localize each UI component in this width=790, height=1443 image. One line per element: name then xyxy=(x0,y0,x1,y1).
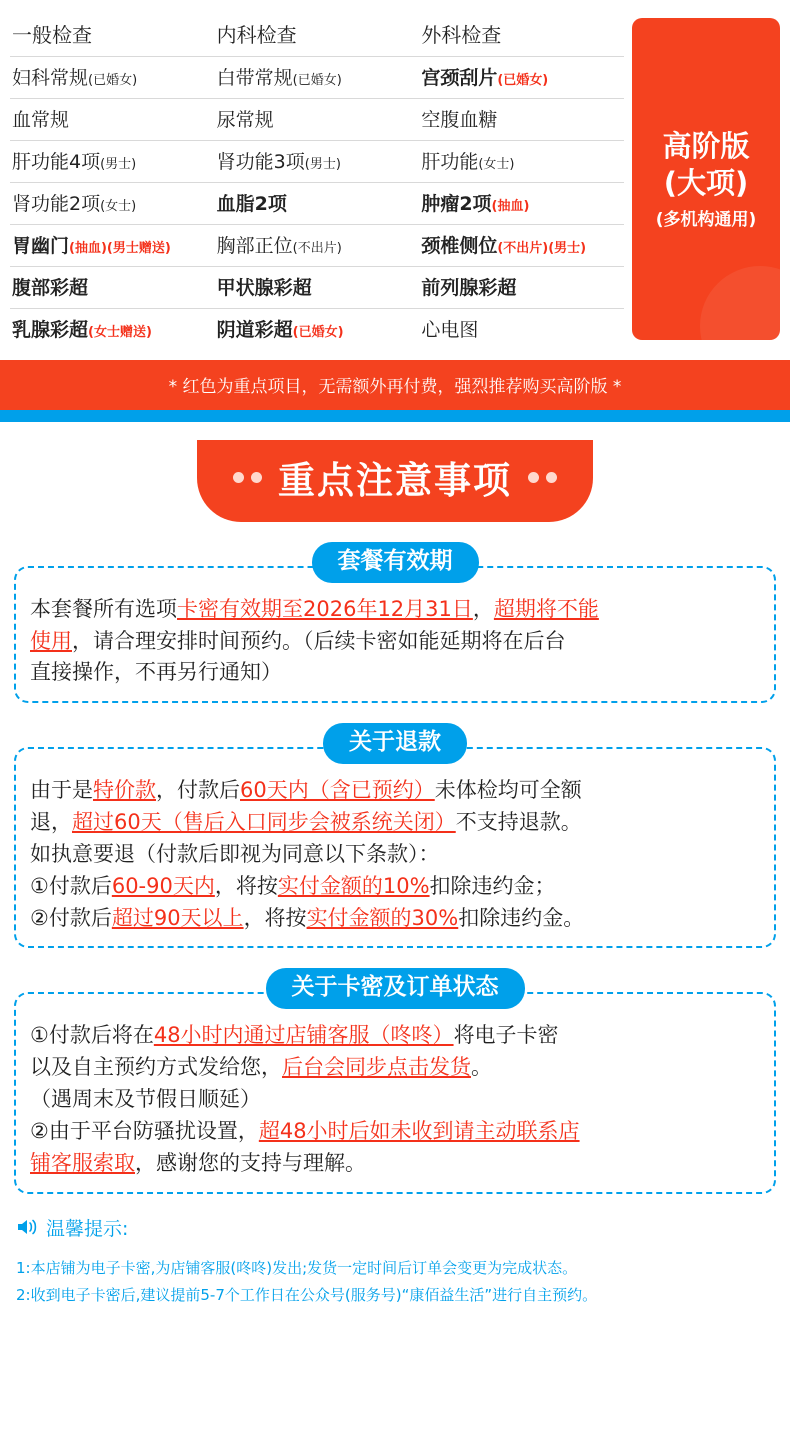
exam-item-cell xyxy=(215,308,420,350)
body-text: 退， xyxy=(30,809,72,834)
section-line xyxy=(30,594,760,626)
exam-item-name: 白带常规 xyxy=(216,66,293,89)
exam-item-name: 乳腺彩超 xyxy=(12,319,89,342)
exam-item-cell xyxy=(10,98,215,140)
section-title: 关于退款 xyxy=(323,723,467,764)
table-row xyxy=(10,266,624,308)
table-row xyxy=(10,224,624,266)
body-text: ①付款后将在 xyxy=(30,1023,154,1048)
table-row xyxy=(10,98,624,140)
notice-section xyxy=(14,723,776,948)
exam-item-cell xyxy=(419,182,624,224)
section-title-wrap xyxy=(14,542,776,583)
tip-line-1: 1:本店铺为电子卡密,为店铺客服(咚咚)发出;发货一定时间后订单会变更为完成状态。 xyxy=(16,1258,578,1277)
exam-item-cell xyxy=(419,98,624,140)
exam-item-name: 尿常规 xyxy=(216,108,274,131)
exam-item-name: 血常规 xyxy=(12,108,70,131)
exam-item-cell xyxy=(215,98,420,140)
exam-item-cell xyxy=(215,266,420,308)
column-header: 内科检查 xyxy=(215,14,420,56)
exam-item-name: 肝功能4项 xyxy=(12,150,101,173)
exam-item-name: 颈椎侧位 xyxy=(421,234,498,257)
exam-item-note: (抽血)(男士赠送) xyxy=(69,240,171,256)
body-text: 如执意要退（付款后即视为同意以下条款）： xyxy=(30,841,440,866)
exam-item-cell xyxy=(10,266,215,308)
body-text: ，将按 xyxy=(243,905,307,930)
tip-line-2: 2:收到电子卡密后,建议提前5-7个工作日在公众号(服务号)“康佰益生活”进行自主预约。 xyxy=(16,1286,598,1305)
section-line xyxy=(30,1148,760,1180)
exam-item-name: 宫颈刮片 xyxy=(421,66,498,89)
exam-item-note: (抽血) xyxy=(491,198,530,214)
body-text: ， xyxy=(472,596,494,621)
section-line xyxy=(30,839,760,871)
exam-items-table xyxy=(10,14,624,350)
exam-item-cell xyxy=(10,224,215,266)
section-line xyxy=(30,1052,760,1084)
section-line xyxy=(30,807,760,839)
dots-right-icon xyxy=(528,472,557,483)
section-line xyxy=(30,1084,760,1116)
highlight-text: 特价款 xyxy=(93,777,156,802)
notice-section xyxy=(14,542,776,703)
exam-item-note: (已婚女) xyxy=(497,72,549,88)
table-row xyxy=(10,140,624,182)
exam-item-name: 前列腺彩超 xyxy=(421,276,517,299)
badge-line-3: (多机构通用) xyxy=(655,209,757,230)
body-text: ②付款后 xyxy=(30,905,112,930)
highlight-text: 60天内（含已预约） xyxy=(240,777,435,802)
exam-item-cell xyxy=(419,308,624,350)
exam-item-name: 肾功能2项 xyxy=(12,192,101,215)
blue-divider-bar xyxy=(0,410,790,422)
speaker-icon xyxy=(16,1217,38,1237)
exam-item-note: (女士赠送) xyxy=(88,325,152,341)
highlight-text: 后台会同步点击发货 xyxy=(282,1054,471,1079)
section-line xyxy=(30,871,760,903)
exam-item-note: (不出片)(男士) xyxy=(497,240,587,256)
exam-item-cell xyxy=(419,266,624,308)
body-text: 直接操作，不再另行通知） xyxy=(30,660,282,685)
body-text: 不支持退款。 xyxy=(455,809,582,834)
section-body xyxy=(14,992,776,1194)
section-title: 套餐有效期 xyxy=(312,542,479,583)
body-text: 扣除违约金； xyxy=(429,873,556,898)
highlight-text: 48小时内通过店铺客服（咚咚） xyxy=(153,1023,454,1048)
exam-item-name: 妇科常规 xyxy=(12,66,89,89)
exam-item-name: 肾功能3项 xyxy=(216,150,305,173)
table-header-row xyxy=(10,14,624,56)
exam-item-cell xyxy=(419,140,624,182)
highlight-text: 超48小时后如未收到请主动联系店 xyxy=(258,1118,580,1143)
highlight-text: 超过90天以上 xyxy=(111,905,244,930)
body-text: 扣除违约金。 xyxy=(458,905,585,930)
tip-header xyxy=(16,1214,790,1241)
section-title-wrap xyxy=(14,968,776,1009)
exam-item-name: 肝功能 xyxy=(421,150,479,173)
exam-item-cell xyxy=(10,308,215,350)
table-row xyxy=(10,308,624,350)
exam-item-cell xyxy=(419,56,624,98)
highlight-text: 2026年12月31日 xyxy=(303,596,473,621)
body-text: 。 xyxy=(471,1054,492,1079)
exam-item-note: (已婚女) xyxy=(292,72,342,88)
exam-item-name: 空腹血糖 xyxy=(421,108,498,131)
section-body xyxy=(14,566,776,704)
notice-ribbon xyxy=(197,440,593,522)
body-text: ，付款后 xyxy=(156,777,240,802)
body-text: 由于是 xyxy=(30,777,93,802)
notice-title: 重点注意事项 xyxy=(278,459,512,502)
exam-item-name: 腹部彩超 xyxy=(12,276,89,299)
exam-item-cell xyxy=(215,56,420,98)
body-text: ①付款后 xyxy=(30,873,112,898)
exam-item-name: 胃幽门 xyxy=(12,234,70,257)
exam-item-note: (男士) xyxy=(100,156,137,172)
notice-sections xyxy=(0,542,790,1194)
highlight-text: 卡密有效期至 xyxy=(177,596,303,621)
body-text: ②由于平台防骚扰设置， xyxy=(30,1118,259,1143)
exam-item-cell xyxy=(10,182,215,224)
dots-left-icon xyxy=(233,472,262,483)
section-line xyxy=(30,1020,760,1052)
exam-item-name: 心电图 xyxy=(421,319,479,342)
body-text: 将电子卡密 xyxy=(453,1023,559,1048)
exam-item-name: 甲状腺彩超 xyxy=(216,276,312,299)
exam-item-note: (女士) xyxy=(100,198,137,214)
badge-line-1: 高阶版 xyxy=(662,129,750,164)
exam-item-cell xyxy=(419,224,624,266)
body-text: ，感谢您的支持与理解。 xyxy=(135,1150,366,1175)
exam-item-name: 阴道彩超 xyxy=(216,319,293,342)
section-line xyxy=(30,626,760,658)
highlight-text: 使用 xyxy=(30,628,72,653)
highlight-text: 60-90天内 xyxy=(111,873,215,898)
body-text: ，请合理安排时间预约。（后续卡密如能延期将在后台 xyxy=(72,628,566,653)
package-tier-badge xyxy=(632,18,780,340)
exam-item-cell xyxy=(215,182,420,224)
highlight-text: 实付金额的10% xyxy=(277,873,430,898)
highlight-text: 超期将不能 xyxy=(493,596,599,621)
exam-item-note: (不出片) xyxy=(292,240,342,256)
exam-item-cell xyxy=(10,140,215,182)
section-title: 关于卡密及订单状态 xyxy=(266,968,525,1009)
table-row xyxy=(10,182,624,224)
exam-item-name: 肿瘤2项 xyxy=(421,192,492,215)
table-row xyxy=(10,56,624,98)
highlight-text: 实付金额的30% xyxy=(306,905,459,930)
section-body xyxy=(14,747,776,949)
body-text: 未体检均可全额 xyxy=(434,777,582,802)
exam-item-name: 血脂2项 xyxy=(216,192,287,215)
exam-item-note: (女士) xyxy=(478,156,515,172)
exam-item-note: (已婚女) xyxy=(88,72,138,88)
exam-item-cell xyxy=(215,224,420,266)
exam-item-name: 胸部正位 xyxy=(216,234,293,257)
column-header: 外科检查 xyxy=(419,14,624,56)
tip-label: 温馨提示: xyxy=(46,1217,129,1240)
body-text: 本套餐所有选项 xyxy=(30,596,177,621)
section-line xyxy=(30,775,760,807)
section-title-wrap xyxy=(14,723,776,764)
items-table-wrapper xyxy=(10,14,624,350)
body-text: （遇周末及节假日顺延） xyxy=(30,1086,261,1111)
exam-item-note: (已婚女) xyxy=(292,325,344,341)
column-header: 一般检查 xyxy=(10,14,215,56)
exam-item-cell xyxy=(215,140,420,182)
tip-lines xyxy=(16,1255,774,1311)
notice-header xyxy=(0,440,790,522)
highlight-text: 铺客服索取 xyxy=(30,1150,135,1175)
section-line xyxy=(30,657,760,689)
highlight-text: 超过60天（售后入口同步会被系统关闭） xyxy=(72,809,456,834)
red-items-note-bar: * 红色为重点项目，无需额外再付费，强烈推荐购买高阶版 * xyxy=(0,360,790,410)
body-text: ，将按 xyxy=(214,873,278,898)
section-line xyxy=(30,1116,760,1148)
package-items-section xyxy=(0,0,790,350)
badge-line-2: (大项) xyxy=(663,165,749,200)
exam-item-cell xyxy=(10,56,215,98)
body-text: 以及自主预约方式发给您， xyxy=(30,1054,282,1079)
section-line xyxy=(30,903,760,935)
notice-section xyxy=(14,968,776,1193)
exam-item-note: (男士) xyxy=(304,156,341,172)
